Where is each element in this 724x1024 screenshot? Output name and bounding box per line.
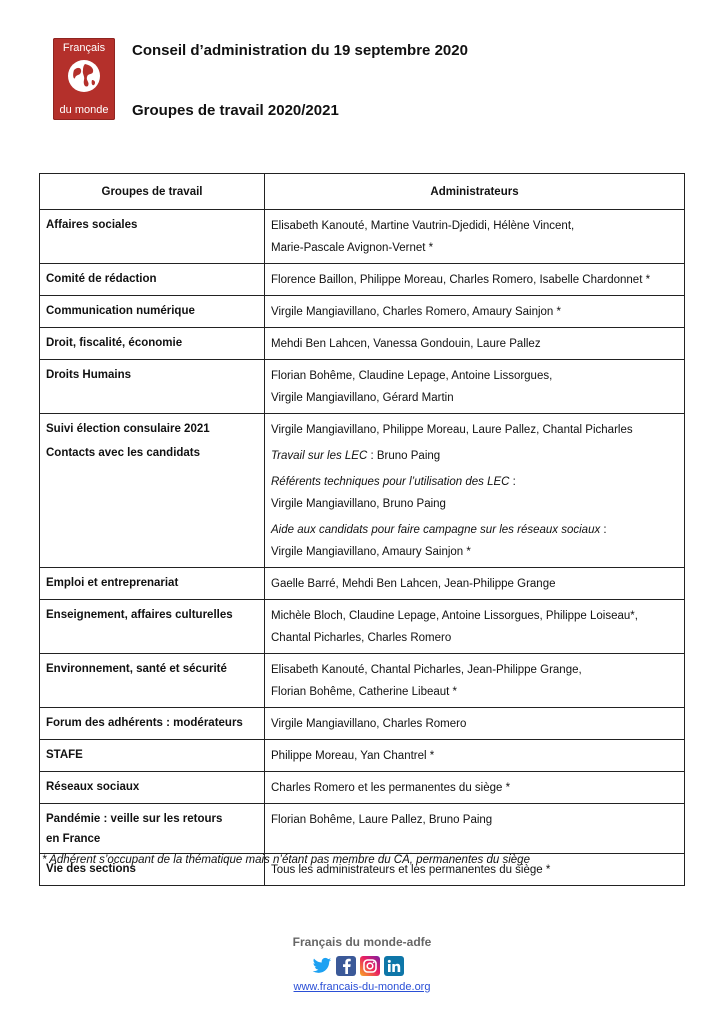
table-row	[40, 708, 685, 740]
group-members: Virgile Mangiavillano, Charles Romero	[265, 708, 685, 740]
group-members: Florian Bohême, Claudine Lepage, Antoine Lissorgues, Virgile Mangiavillano, Gérard Martin	[265, 360, 685, 414]
social-links	[312, 956, 404, 976]
table-row	[40, 210, 685, 264]
group-members: Virgile Mangiavillano, Charles Romero, Amaury Sainjon *	[265, 296, 685, 328]
group-name: Droit, fiscalité, économie	[40, 328, 265, 360]
logo-line2: du monde	[59, 104, 109, 116]
group-name: Vie des sections	[40, 854, 265, 886]
group-name: Pandémie : veille sur les retours en France	[40, 804, 265, 854]
table-row	[40, 414, 685, 568]
group-members: Gaelle Barré, Mehdi Ben Lahcen, Jean-Philippe Grange	[265, 568, 685, 600]
table-row	[40, 654, 685, 708]
group-members: Mehdi Ben Lahcen, Vanessa Gondouin, Laure Pallez	[265, 328, 685, 360]
group-name: Forum des adhérents : modérateurs	[40, 708, 265, 740]
group-name: Emploi et entreprenariat	[40, 568, 265, 600]
table-row	[40, 296, 685, 328]
table-row	[40, 360, 685, 414]
lec-label: Travail sur les LEC	[271, 450, 368, 462]
page-title: Conseil d’administration du 19 septembre 2020	[132, 42, 468, 59]
column-header-groups: Groupes de travail	[40, 174, 265, 210]
group-members: Michèle Bloch, Claudine Lepage, Antoine Lissorgues, Philippe Loiseau*, Chantal Picharles, Charles Romero	[265, 600, 685, 654]
footnote: * Adhérent s’occupant de la thématique mais n’étant pas membre du CA, permanentes du siège	[42, 854, 530, 866]
table-row	[40, 600, 685, 654]
table-row	[40, 568, 685, 600]
table-row	[40, 328, 685, 360]
group-members: Philippe Moreau, Yan Chantrel *	[265, 740, 685, 772]
referents-label: Référents techniques pour l’utilisation des LEC	[271, 476, 510, 488]
aide-label: Aide aux candidats pour faire campagne sur les réseaux sociaux	[271, 524, 601, 536]
group-name: Enseignement, affaires culturelles	[40, 600, 265, 654]
group-members: Charles Romero et les permanentes du siège *	[265, 772, 685, 804]
page-subtitle: Groupes de travail 2020/2021	[132, 102, 339, 119]
globe-icon	[66, 58, 102, 94]
group-name: Communication numérique	[40, 296, 265, 328]
groups-table	[39, 173, 685, 886]
table-row	[40, 264, 685, 296]
group-name: Réseaux sociaux	[40, 772, 265, 804]
group-members: Florian Bohême, Laure Pallez, Bruno Paing	[265, 804, 685, 854]
logo	[53, 38, 115, 120]
twitter-icon[interactable]	[312, 956, 332, 976]
table-row	[40, 772, 685, 804]
website-link[interactable]: www.francais-du-monde.org	[293, 981, 431, 993]
group-name: STAFE	[40, 740, 265, 772]
table-row	[40, 740, 685, 772]
column-header-admins: Administrateurs	[265, 174, 685, 210]
group-name: Environnement, santé et sécurité	[40, 654, 265, 708]
group-members: Florence Baillon, Philippe Moreau, Charles Romero, Isabelle Chardonnet *	[265, 264, 685, 296]
logo-line1: Français	[62, 42, 106, 54]
group-name: Comité de rédaction	[40, 264, 265, 296]
group-name: Affaires sociales	[40, 210, 265, 264]
linkedin-icon[interactable]	[384, 956, 404, 976]
facebook-icon[interactable]	[336, 956, 356, 976]
group-members: Elisabeth Kanouté, Chantal Picharles, Jean-Philippe Grange, Florian Bohême, Catherine Libeaut *	[265, 654, 685, 708]
table-header-row	[40, 174, 685, 210]
group-name: Droits Humains	[40, 360, 265, 414]
table-row	[40, 804, 685, 854]
instagram-icon[interactable]	[360, 956, 380, 976]
group-members: Tous les administrateurs et les permanentes du siège *	[265, 854, 685, 886]
group-members: Elisabeth Kanouté, Martine Vautrin-Djedidi, Hélène Vincent, Marie-Pascale Avignon-Vernet *	[265, 210, 685, 264]
footer-org-name: Français du monde-adfe	[292, 935, 432, 949]
group-members: Virgile Mangiavillano, Philippe Moreau, Laure Pallez, Chantal Picharles Travail sur les LEC : Bruno Paing Référents techniques pour l’utilisation des LEC : Virgile Mangiavillano, Bruno Paing Aide aux candidats pour faire campagne sur les réseaux sociaux : Virgile Mangiavillano, Amaury Sainjon *	[265, 414, 685, 568]
group-name: Suivi élection consulaire 2021 Contacts avec les candidats	[40, 414, 265, 568]
